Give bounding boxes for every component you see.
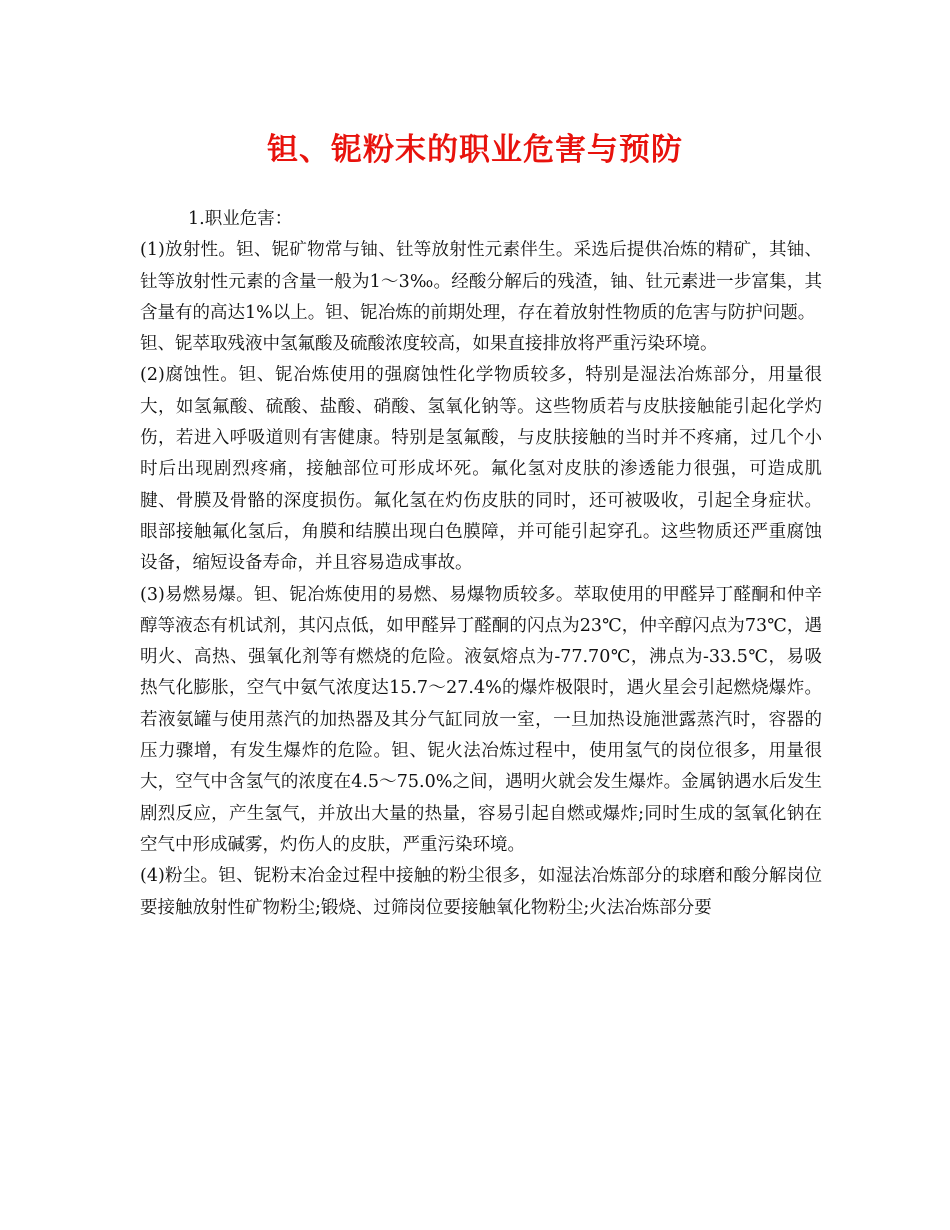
- document-body: [140, 204, 822, 924]
- section-heading-occupational-hazards: 1.职业危害：: [188, 209, 293, 229]
- paragraph-radioactivity: (1)放射性。钽、铌矿物常与铀、钍等放射性元素伴生。采选后提供冶炼的精矿，其铀、钍等放射性元素的含量一般为1～3‰。经酸分解后的残渣，铀、钍元素进一步富集，其含量有的高达1%以上。钽、铌冶炼的前期处理，存在着放射性物质的危害与防护问题。: [140, 240, 822, 323]
- paragraph-extraction-residue: 钽、铌萃取残液中氢氟酸及硫酸浓度较高，如果直接排放将严重污染环境。: [140, 334, 718, 355]
- paragraph-corrosiveness: (2)腐蚀性。钽、铌冶炼使用的强腐蚀性化学物质较多，特别是湿法冶炼部分，用量很大，如氢氟酸、硫酸、盐酸、硝酸、氢氧化钠等。这些物质若与皮肤接触能引起化学灼伤，若进入呼吸道则有害健康。特别是氢氟酸，与皮肤接触的当时并不疼痛，过几个小时后出现剧烈疼痛，接触部位可形成坏死。氟化氢对皮肤的渗透能力很强，可造成肌腱、骨膜及骨骼的深度损伤。氟化氢在灼伤皮肤的同时，还可被吸收，引起全身症状。眼部接触氟化氢后，角膜和结膜出现白色膜障，并可能引起穿孔。这些物质还严重腐蚀设备，缩短设备寿命，并且容易造成事故。: [140, 365, 822, 574]
- document-title: 钽、铌粉末的职业危害与预防: [267, 132, 683, 168]
- paragraph-flammability: (3)易燃易爆。钽、铌冶炼使用的易燃、易爆物质较多。萃取使用的甲醛异丁醛酮和仲辛醇等液态有机试剂，其闪点低，如甲醛异丁醛酮的闪点为23℃，仲辛醇闪点为73℃，遇明火、高热、强氧化剂等有燃烧的危险。液氨熔点为-77.70℃，沸点为-33.5℃，易吸热气化膨胀，空气中氨气浓度达15.7～27.4%的爆炸极限时，遇火星会引起燃烧爆炸。若液氨罐与使用蒸汽的加热器及其分气缸同放一室，一旦加热设施泄露蒸汽时，容器的压力骤增，有发生爆炸的危险。钽、铌火法冶炼过程中，使用氢气的岗位很多，用量很大，空气中含氢气的浓度在4.5～75.0%之间，遇明火就会发生爆炸。金属钠遇水后发生剧烈反应，产生氢气，并放出大量的热量，容易引起自燃或爆炸;同时生成的氢氧化钠在空气中形成碱雾，灼伤人的皮肤，严重污染环境。: [140, 584, 822, 855]
- paragraph-dust: (4)粉尘。钽、铌粉末冶金过程中接触的粉尘很多，如湿法冶炼部分的球磨和酸分解岗位要接触放射性矿物粉尘;锻烧、过筛岗位要接触氧化物粉尘;火法冶炼部分要: [140, 866, 822, 918]
